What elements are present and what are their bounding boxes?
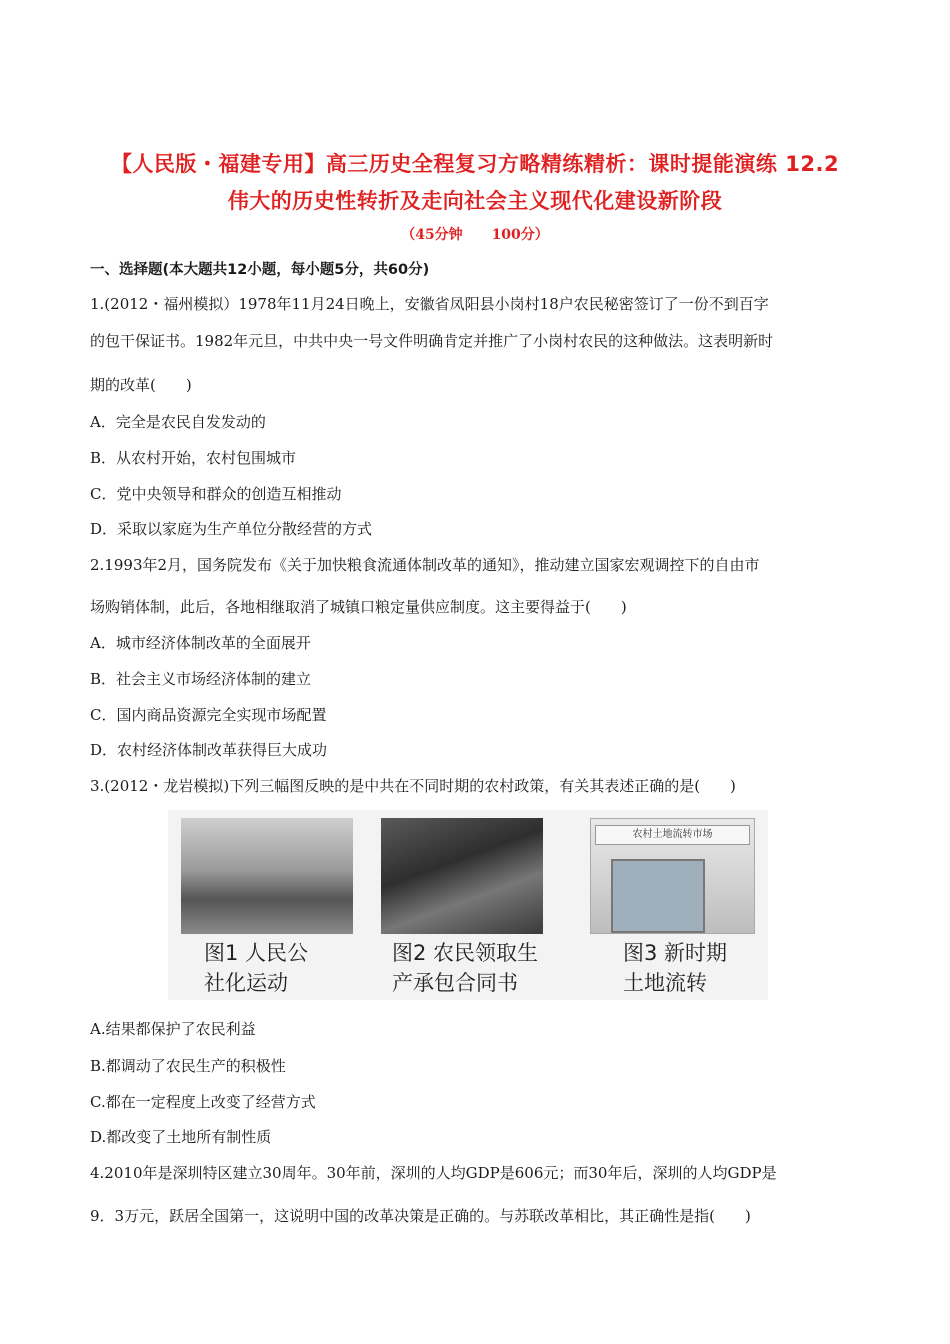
q4-stem-line2: 9．3万元，跃居全国第一，这说明中国的改革决策是正确的。与苏联改革相比，其正确性是指( ) — [90, 1207, 751, 1225]
photo-people-commune — [181, 818, 353, 934]
photo-contract-signing — [381, 818, 543, 934]
caption-fig3: 图3 新时期 土地流转 — [623, 941, 728, 995]
q1-stem-line1: 1.(2012・福州模拟）1978年11月24日晚上，安徽省凤阳县小岗村18户农民秘密签订了一份不到百字 — [90, 295, 769, 313]
market-door — [611, 859, 705, 933]
q4-stem-line1: 4.2010年是深圳特区建立30周年。30年前，深圳的人均GDP是606元；而30年后，深圳的人均GDP是 — [90, 1164, 777, 1182]
document-title-line1: 【人民版・福建专用】高三历史全程复习方略精练精析：课时提能演练 12.2 — [110, 152, 840, 176]
q3-option-b: B.都调动了农民生产的积极性 — [90, 1057, 286, 1075]
q2-option-c: C．国内商品资源完全实现市场配置 — [90, 706, 327, 724]
q2-stem-line2: 场购销体制，此后，各地相继取消了城镇口粮定量供应制度。这主要得益于( ) — [90, 598, 627, 616]
q3-option-a: A.结果都保护了农民利益 — [90, 1020, 256, 1038]
caption-fig2: 图2 农民领取生 产承包合同书 — [392, 941, 539, 995]
q3-option-c: C.都在一定程度上改变了经营方式 — [90, 1093, 316, 1111]
q3-figure — [168, 810, 768, 1000]
photo-land-transfer-market — [590, 818, 755, 934]
exam-duration: （45分钟 — [401, 227, 463, 243]
exam-score: 100分） — [491, 227, 549, 243]
q2-option-a: A．城市经济体制改革的全面展开 — [90, 634, 311, 652]
q2-option-b: B．社会主义市场经济体制的建立 — [90, 670, 312, 688]
q1-stem-line3: 期的改革( ) — [90, 376, 192, 394]
market-sign: 农村土地流转市场 — [595, 825, 750, 845]
q2-option-d: D．农村经济体制改革获得巨大成功 — [90, 741, 328, 759]
q1-option-a: A．完全是农民自发发动的 — [90, 413, 266, 431]
document-title-line2: 伟大的历史性转折及走向社会主义现代化建设新阶段 — [227, 189, 723, 213]
q1-option-c: C．党中央领导和群众的创造互相推动 — [90, 485, 342, 503]
exam-info — [0, 224, 950, 244]
q3-option-d: D.都改变了土地所有制性质 — [90, 1128, 272, 1146]
q3-stem: 3.(2012・龙岩模拟)下列三幅图反映的是中共在不同时期的农村政策，有关其表述正确的是( ) — [90, 777, 736, 795]
caption-fig1: 图1 人民公 社化运动 — [204, 941, 309, 995]
q1-option-b: B．从农村开始，农村包围城市 — [90, 449, 297, 467]
q1-option-d: D．采取以家庭为生产单位分散经营的方式 — [90, 520, 373, 538]
q1-stem-line2: 的包干保证书。1982年元旦，中共中央一号文件明确肯定并推广了小岗村农民的这种做法。这表明新时 — [90, 332, 774, 350]
section-heading: 一、选择题(本大题共12小题，每小题5分，共60分) — [90, 262, 430, 278]
q2-stem-line1: 2.1993年2月，国务院发布《关于加快粮食流通体制改革的通知》，推动建立国家宏观调控下的自由市 — [90, 556, 760, 574]
